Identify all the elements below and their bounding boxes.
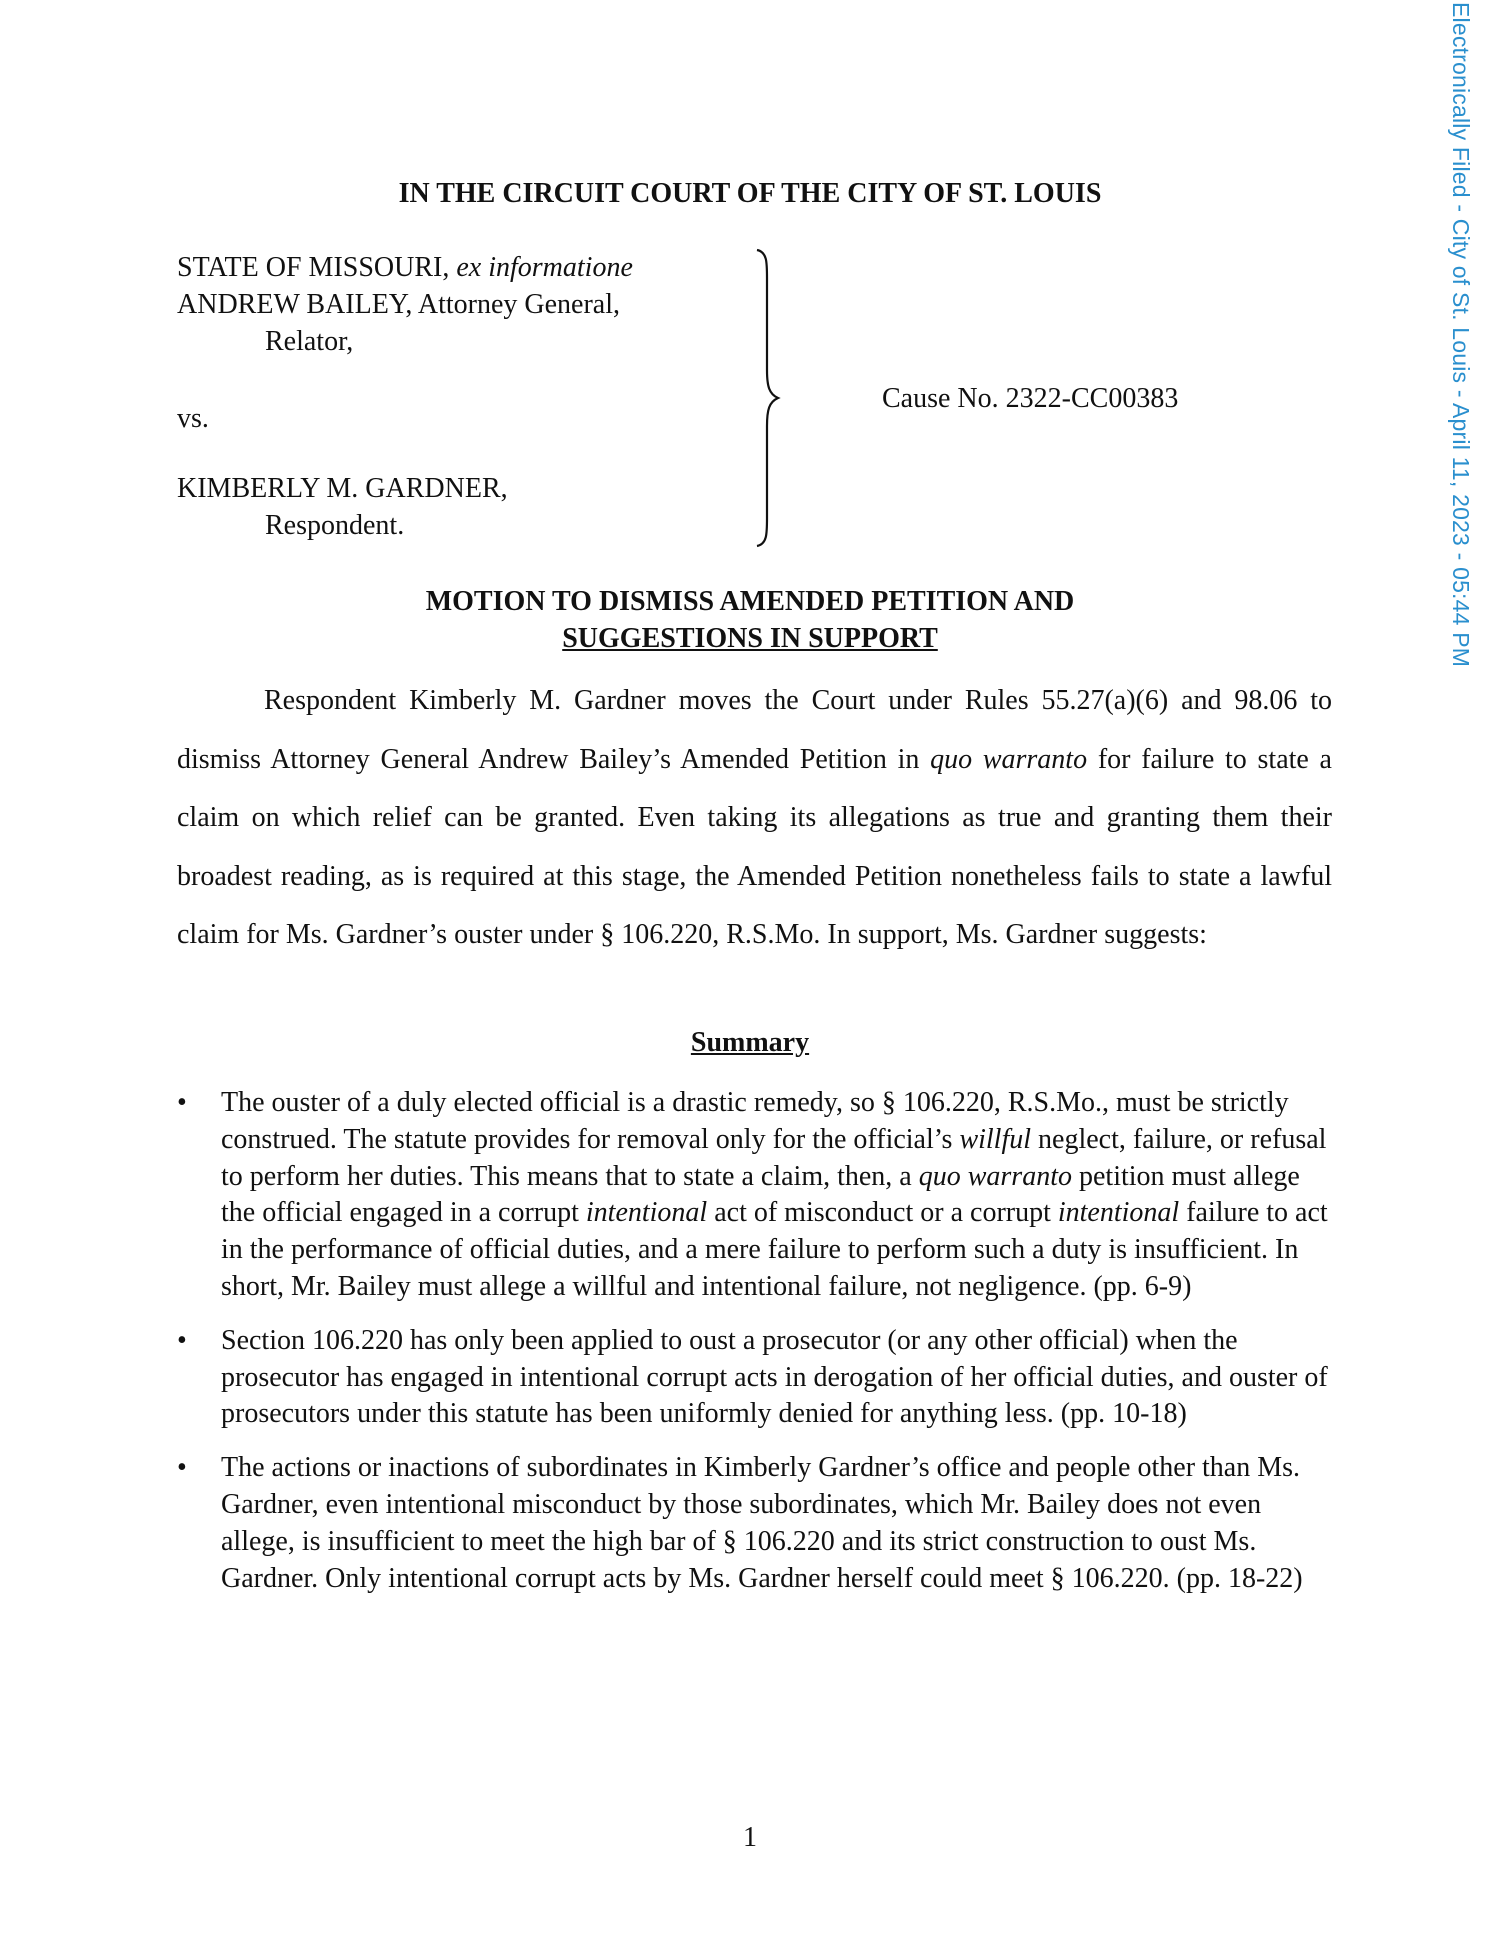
bullet3-text: The actions or inactions of subordinates in Kimberly Gardner’s office and people other than Ms. Gardner, even intentional misconduct by those subordinates, which Mr. Bailey does not even allege, is insufficient to meet the high bar of § 106.220 and its strict construction to oust Ms. Gardner. Only intentional corrupt acts by Ms. Gardner herself could meet § 106.220. (pp. 18-22) [221, 1452, 1303, 1594]
intro-paragraph [177, 672, 1332, 965]
bullet1-text-4: act of misconduct or a corrupt [707, 1197, 1058, 1229]
bullet1-text-2: neglect, failure, or refusal to perform her duties. This means that to state a claim, then, a [221, 1123, 1327, 1192]
summary-bullet-2 [177, 1323, 1337, 1433]
caption-relator-role: Relator, [265, 326, 354, 357]
court-title: IN THE CIRCUIT COURT OF THE CITY OF ST. LOUIS [398, 178, 1102, 209]
page-number: 1 [743, 1822, 757, 1853]
bullet1-text-3: petition must allege the official engaged in a corrupt [221, 1160, 1300, 1229]
bullet2-text: Section 106.220 has only been applied to oust a prosecutor (or any other official) when the prosecutor has engaged in intentional corrupt acts in derogation of her official duties, and ouster of prosecutors under this statute has been uniformly denied for anything less. (pp. 10-18) [221, 1324, 1328, 1430]
bullet-dot: • [177, 1452, 187, 1484]
intro-text-2: for failure to state a claim on which relief can be granted. Even taking its allegations as true and granting them their broadest reading, as is required at this stage, the Amended Petition nonetheless fails to state a lawful claim for Ms. Gardner’s ouster under § 106.220, R.S.Mo. In support, Ms. Gardner suggests: [177, 743, 1332, 951]
intro-text-1: Respondent Kimberly M. Gardner moves the Court under Rules 55.27(a)(6) and 98.06 to dismiss Attorney General Andrew Bailey’s Amended Petition in [177, 685, 1332, 775]
caption-relator-line2: ANDREW BAILEY, Attorney General, [177, 289, 620, 320]
motion-title [0, 583, 1500, 657]
caption-versus: vs. [177, 403, 209, 434]
caption-relator-line1 [177, 249, 633, 286]
caption-respondent-role: Respondent. [265, 510, 405, 541]
caption-relator-state: STATE OF MISSOURI, [177, 252, 457, 283]
caption-relator-ex-informatione: ex informatione [456, 252, 633, 283]
bullet1-text-1: The ouster of a duly elected official is a drastic remedy, so § 106.220, R.S.Mo., must be strictly construed. The statute provides for removal only for the official’s [221, 1087, 1289, 1155]
bullet1-text-5: failure to act in the performance of official duties, and a mere failure to perform such a duty is insufficient. In short, Mr. Bailey must allege a willful and intentional failure, not negligence. (pp. 6-9) [221, 1197, 1328, 1302]
motion-title-line1: MOTION TO DISMISS AMENDED PETITION AND [425, 586, 1075, 617]
bullet1-italic-intentional-2: intentional [1057, 1197, 1180, 1229]
summary-bullet-3 [177, 1450, 1337, 1597]
caption-respondent-name: KIMBERLY M. GARDNER, [177, 473, 508, 504]
motion-title-line2: SUGGESTIONS IN SUPPORT [562, 623, 938, 654]
caption-brace [753, 248, 783, 548]
bullet1-italic-willful: willful [959, 1123, 1032, 1155]
cause-number: Cause No. 2322-CC00383 [882, 383, 1179, 414]
summary-bullet-1 [177, 1085, 1337, 1306]
bullet-dot: • [177, 1324, 187, 1356]
summary-list [177, 1085, 1337, 1614]
bullet1-italic-quo-warranto: quo warranto [918, 1160, 1072, 1192]
summary-heading: Summary [690, 1027, 810, 1058]
intro-italic-quo-warranto: quo warranto [930, 743, 1088, 775]
bullet1-italic-intentional-1: intentional [585, 1197, 708, 1229]
electronic-filing-stamp: Electronically Filed - City of St. Louis - April 11, 2023 - 05:44 PM [1448, 2, 1474, 668]
bullet-dot: • [177, 1087, 187, 1118]
